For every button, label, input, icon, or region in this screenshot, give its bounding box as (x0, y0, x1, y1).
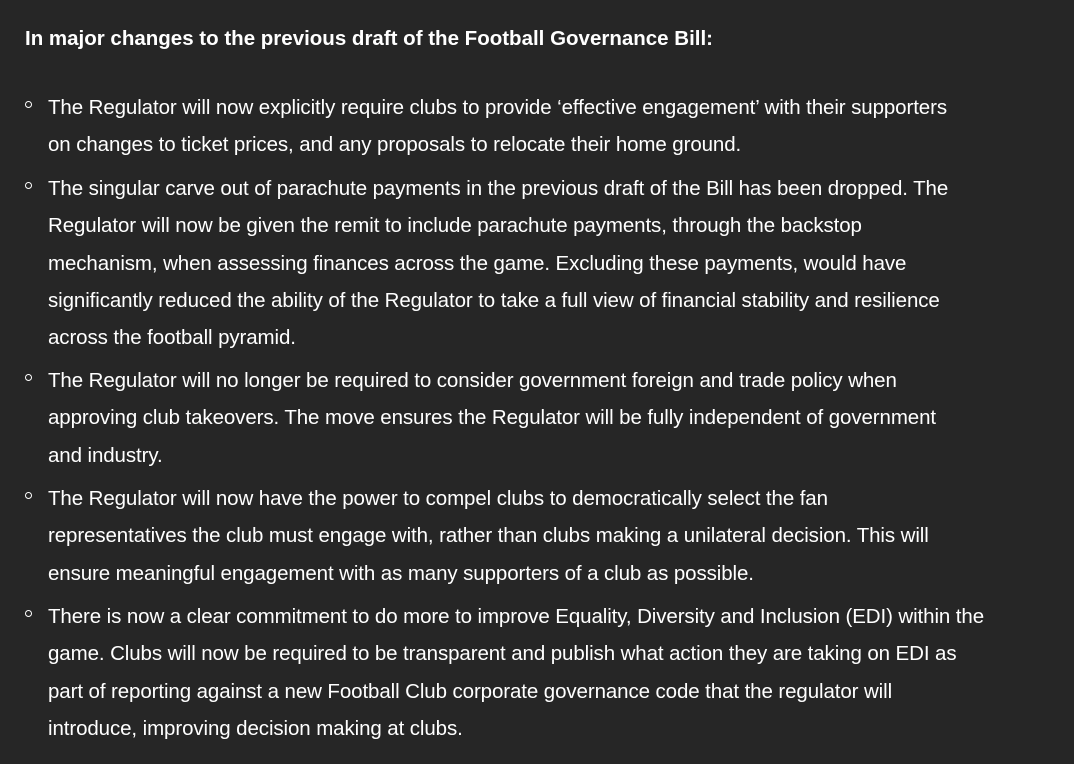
list-item-text: The Regulator will now explicitly require clubs to provide ‘effective engagement’ with their supporters on changes to ticket prices, and any proposals to relocate their home ground. (48, 96, 947, 157)
hollow-circle-bullet-icon (25, 610, 32, 617)
hollow-circle-bullet-icon (25, 101, 32, 108)
list-item-text: There is now a clear commitment to do more to improve Equality, Diversity and Inclusion (EDI) within the game. Clubs will now be required to be transparent and publish what action they are taking on EDI as part of reporting against a new Football Club corporate governance code that the regulator will introduce, improving decision making at clubs. (48, 605, 985, 740)
list-item-text: The Regulator will no longer be required to consider government foreign and trade policy when approving club takeovers. The move ensures the Regulator will be fully independent of government and industry. (48, 369, 936, 467)
hollow-circle-bullet-icon (25, 182, 32, 189)
list-item-text: The Regulator will now have the power to compel clubs to democratically select the fan representatives the club must engage with, rather than clubs making a unilateral decision. This will ensure meaningful engagement with as many supporters of a club as possible. (48, 487, 929, 585)
list-item-text: The singular carve out of parachute payments in the previous draft of the Bill has been dropped. The Regulator will now be given the remit to include parachute payments, through the backstop mechanism, when assessing finances across the game. Excluding these payments, would have significantly reduced the ability of the Regulator to take a full view of financial stability and resilience across the football pyramid. (48, 177, 949, 350)
hollow-circle-bullet-icon (25, 374, 32, 381)
section-heading: In major changes to the previous draft of the Football Governance Bill: (25, 27, 713, 50)
hollow-circle-bullet-icon (25, 492, 32, 499)
